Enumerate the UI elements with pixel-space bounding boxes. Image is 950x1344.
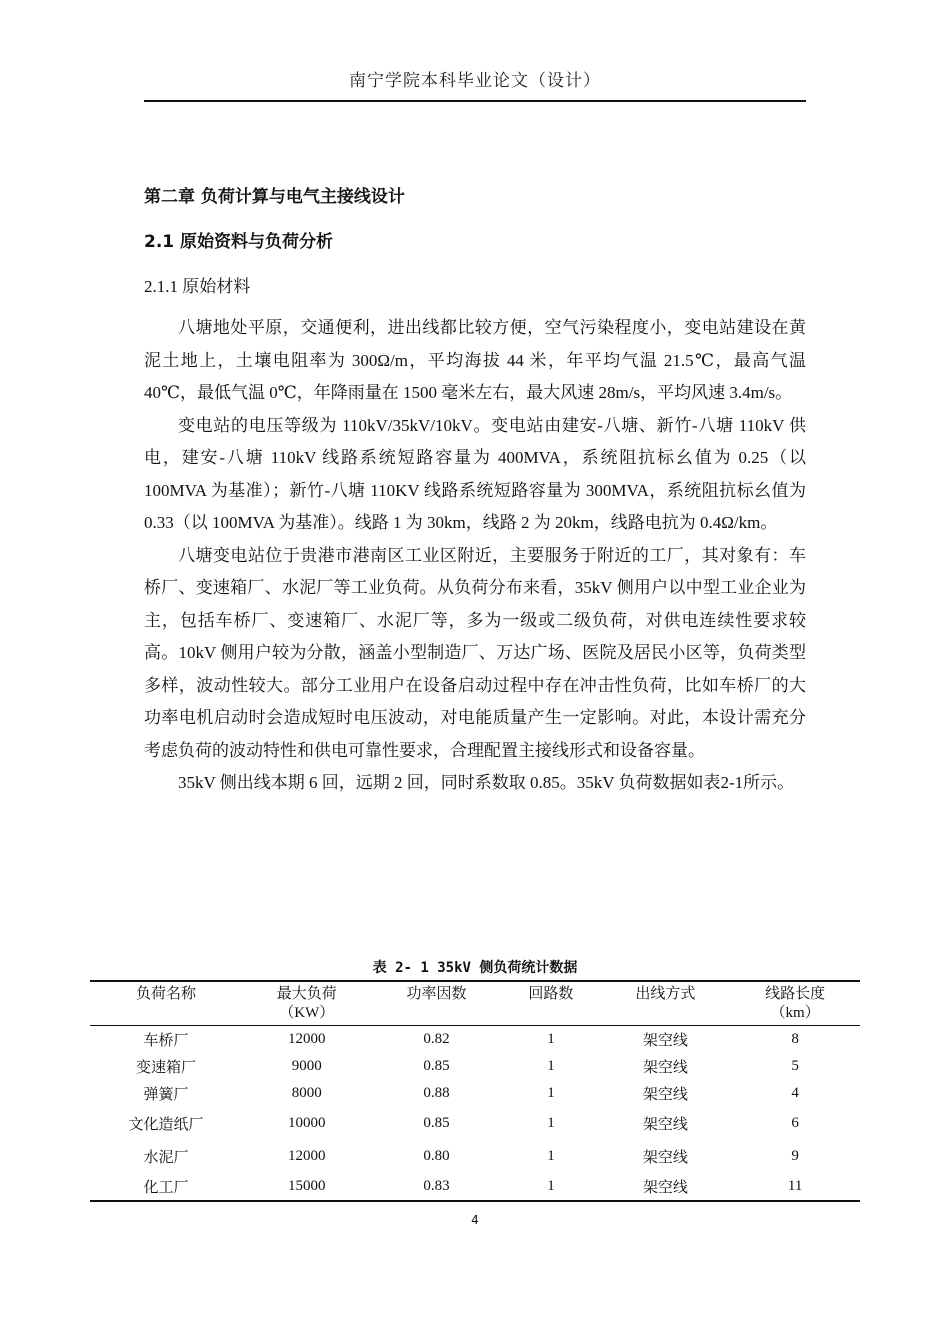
cell-power-factor: 0.85	[423, 1115, 450, 1131]
cell-power-factor: 0.82	[423, 1031, 450, 1047]
col-header-power-factor: 功率因数	[406, 986, 467, 1002]
cell-circuits: 1	[547, 1058, 555, 1074]
subsection-heading: 2.1.1 原始材料	[144, 277, 251, 296]
header-rule	[144, 100, 806, 102]
cell-load-name: 化工厂	[143, 1180, 189, 1196]
cell-circuits: 1	[547, 1148, 555, 1164]
cell-circuits: 1	[547, 1031, 555, 1047]
cell-line-type: 架空线	[642, 1033, 688, 1049]
cell-load-name: 变速箱厂	[135, 1060, 196, 1076]
cell-circuits: 1	[547, 1085, 555, 1101]
cell-power-factor: 0.85	[423, 1058, 450, 1074]
table-row	[90, 1080, 860, 1107]
page-number: 4	[471, 1213, 479, 1227]
paragraph-load-analysis: 八塘变电站位于贵港市港南区工业区附近，主要服务于附近的工厂，其对象有：车桥厂、变速箱厂、水泥厂等工业负荷。从负荷分布来看，35kV 侧用户以中型工业企业为主，包括车桥厂、变速箱厂、水泥厂等，多为一级或二级负荷，对供电连续性要求较高。10kV 侧用户较为分散，涵盖小型制造厂、万达广场、医院及居民小区等，负荷类型多样，波动性较大。部分工业用户在设备启动过程中存在冲击性负荷，比如车桥厂的大功率电机启动时会造成短时电压波动，对电能质量产生一定影响。对此，本设计需充分考虑负荷的波动特性和供电可靠性要求，合理配置主接线形式和设备容量。	[144, 545, 806, 760]
col-header-line-type: 出线方式	[635, 986, 696, 1002]
table-row	[90, 1140, 860, 1173]
cell-load-name: 弹簧厂	[143, 1087, 189, 1103]
cell-line-length: 11	[787, 1178, 803, 1194]
col-header-line-length: 线路长度 （km）	[765, 986, 826, 1021]
col-header-max-load: 最大负荷 （KW）	[276, 986, 337, 1021]
cell-line-type: 架空线	[642, 1087, 688, 1103]
cell-power-factor: 0.88	[423, 1085, 450, 1101]
cell-power-factor: 0.83	[423, 1178, 450, 1194]
cell-max-load: 12000	[288, 1031, 326, 1047]
table-row	[90, 1173, 860, 1201]
table-row	[90, 1053, 860, 1080]
paragraph-35kv-outlines: 35kV 侧出线本期 6 回，远期 2 回，同时系数取 0.85。35kV 负荷数据如表2-1所示。	[178, 773, 795, 792]
cell-max-load: 12000	[288, 1148, 326, 1164]
cell-line-length: 5	[791, 1058, 799, 1074]
table-row	[90, 1107, 860, 1140]
cell-load-name: 文化造纸厂	[128, 1117, 204, 1133]
body-text	[144, 312, 806, 800]
col-header-circuits: 回路数	[528, 986, 574, 1002]
col-header-load-name: 负荷名称	[135, 986, 196, 1002]
section-heading: 2.1 原始资料与负荷分析	[144, 232, 334, 252]
table-row	[90, 1026, 860, 1054]
cell-circuits: 1	[547, 1178, 555, 1194]
cell-line-length: 4	[791, 1085, 799, 1101]
cell-line-length: 9	[791, 1148, 799, 1164]
paragraph-site-conditions: 八塘地处平原，交通便利，进出线都比较方便，空气污染程度小，变电站建设在黄泥土地上，土壤电阻率为 300Ω/m，平均海拔 44 米，年平均气温 21.5℃，最高气温 40℃，最低气温 0℃，年降雨量在 1500 毫米左右，最大风速 28m/s，平均风速 3.4m/s。	[144, 318, 806, 402]
cell-line-type: 架空线	[642, 1180, 688, 1196]
table-header-row	[90, 981, 860, 1026]
paragraph-power-supply: 变电站的电压等级为 110kV/35kV/10kV。变电站由建安-八塘、新竹-八塘 110kV 供电，建安-八塘 110kV 线路系统短路容量为 400MVA，系统阻抗标幺值为 0.25（以 100MVA 为基准）；新竹-八塘 110KV 线路系统短路容量为 300MVA，系统阻抗标幺值为 0.33（以 100MVA 为基准）。线路 1 为 30km，线路 2 为 20km，线路电抗为 0.4Ω/km。	[144, 415, 806, 532]
cell-line-length: 8	[791, 1031, 799, 1047]
cell-line-length: 6	[791, 1115, 799, 1131]
cell-max-load: 8000	[291, 1085, 322, 1101]
cell-max-load: 10000	[288, 1115, 326, 1131]
cell-line-type: 架空线	[642, 1117, 688, 1133]
cell-circuits: 1	[547, 1115, 555, 1131]
cell-max-load: 15000	[288, 1178, 326, 1194]
cell-line-type: 架空线	[642, 1150, 688, 1166]
cell-power-factor: 0.80	[423, 1148, 450, 1164]
table-caption: 表 2- 1 35kV 侧负荷统计数据	[372, 960, 578, 976]
load-statistics-table	[90, 980, 860, 1202]
cell-line-type: 架空线	[642, 1060, 688, 1076]
cell-load-name: 车桥厂	[143, 1033, 189, 1049]
cell-max-load: 9000	[291, 1058, 322, 1074]
cell-load-name: 水泥厂	[143, 1150, 189, 1166]
chapter-heading: 第二章 负荷计算与电气主接线设计	[144, 187, 405, 207]
running-header: 南宁学院本科毕业论文（设计）	[349, 71, 601, 90]
